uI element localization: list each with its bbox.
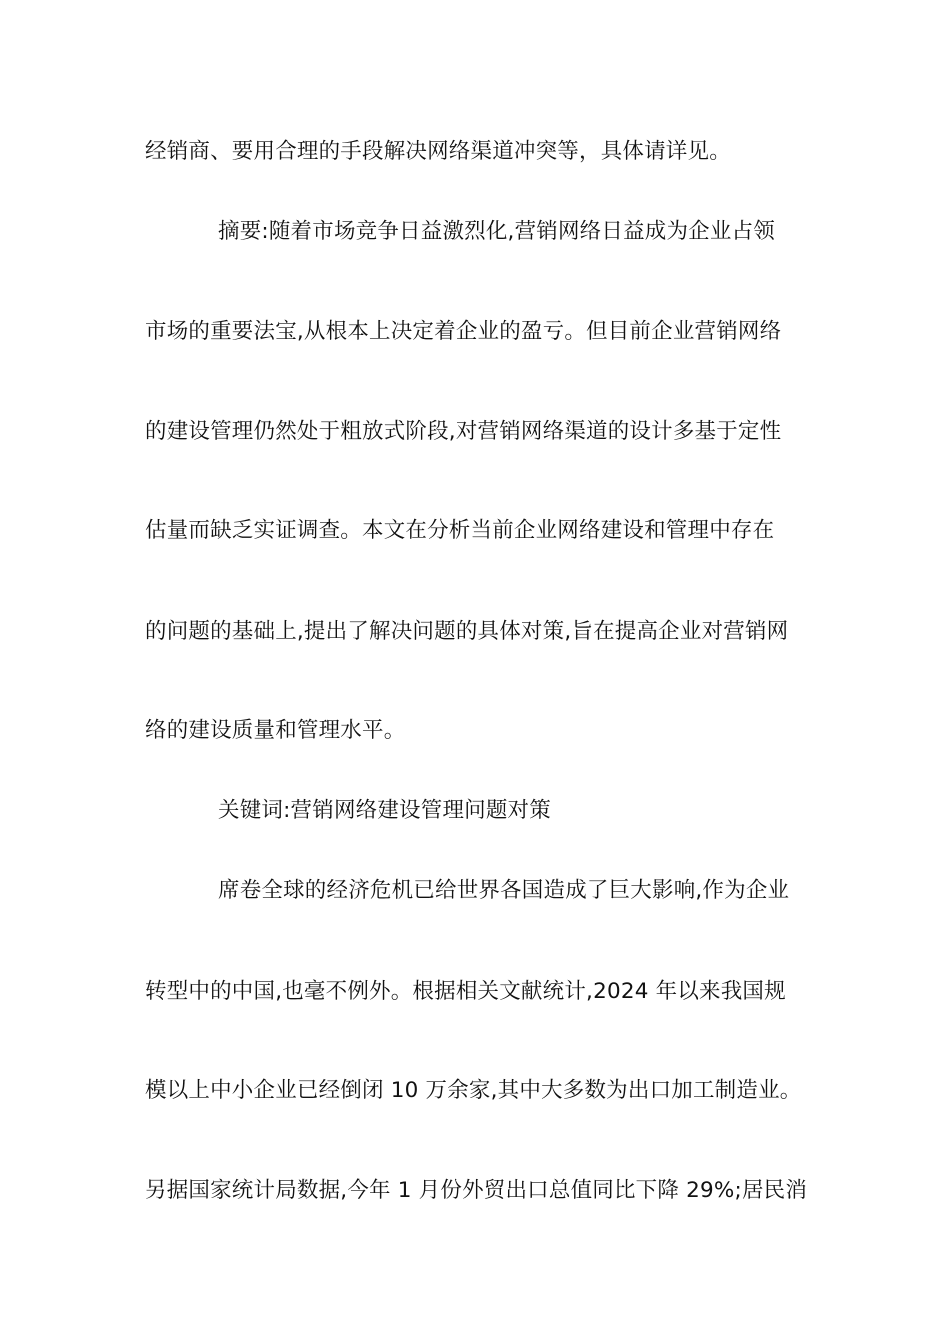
- text-line-keywords: 关键词:营销网络建设管理问题对策: [218, 798, 551, 823]
- text-line-abstract: 估量而缺乏实证调查。本文在分析当前企业网络建设和管理中存在: [145, 518, 775, 543]
- text-line-abstract-start: 摘要:随着市场竞争日益激烈化,营销网络日益成为企业占领: [218, 219, 775, 244]
- text-line-intro-end: 经销商、要用合理的手段解决网络渠道冲突等，具体请详见。: [145, 139, 731, 164]
- text-line-body: 模以上中小企业已经倒闭 10 万余家,其中大多数为出口加工制造业。: [145, 1078, 802, 1103]
- text-line-abstract: 市场的重要法宝,从根本上决定着企业的盈亏。但目前企业营销网络: [145, 319, 782, 344]
- text-line-body: 转型中的中国,也毫不例外。根据相关文献统计,2024 年以来我国规: [145, 979, 786, 1004]
- text-line-body-start: 席卷全球的经济危机已给世界各国造成了巨大影响,作为企业: [218, 878, 790, 903]
- text-line-body: 另据国家统计局数据,今年 1 月份外贸出口总值同比下降 29%;居民消: [145, 1178, 808, 1203]
- text-line-abstract: 的问题的基础上,提出了解决问题的具体对策,旨在提高企业对营销网: [145, 619, 789, 644]
- text-line-abstract-end: 络的建设质量和管理水平。: [145, 718, 406, 743]
- text-line-abstract: 的建设管理仍然处于粗放式阶段,对营销网络渠道的设计多基于定性: [145, 419, 782, 444]
